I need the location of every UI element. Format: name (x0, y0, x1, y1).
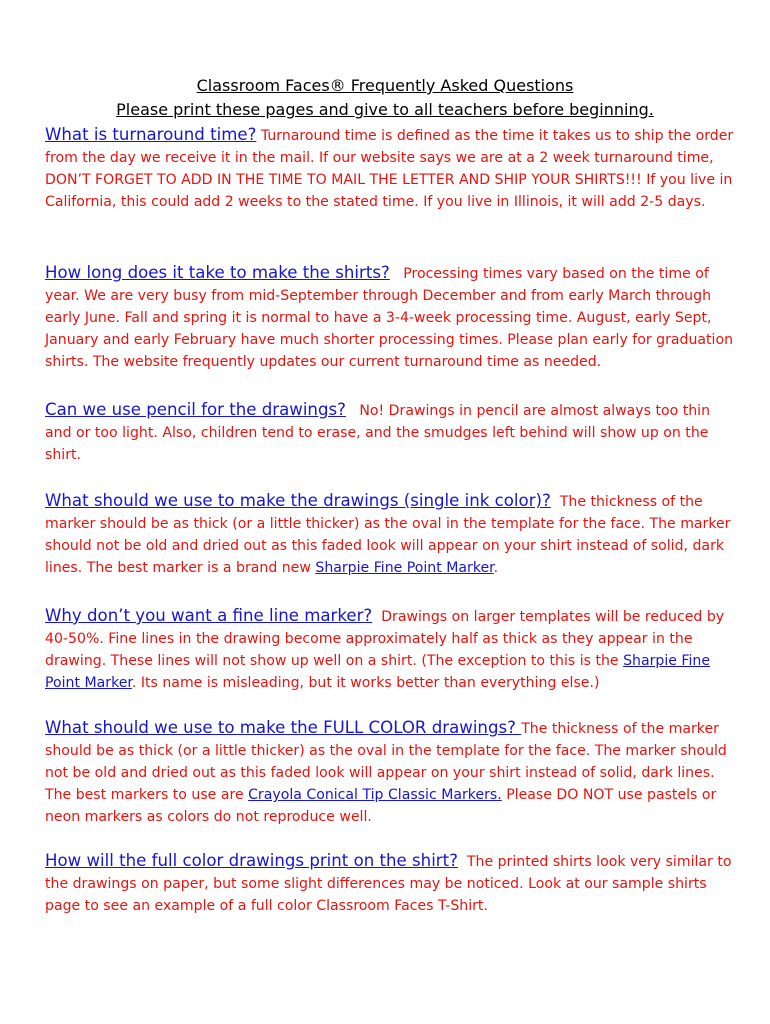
page-subtitle: Please print these pages and give to all teachers before beginning. (116, 100, 654, 119)
page-title: Classroom Faces® Frequently Asked Questions (196, 76, 574, 95)
faq-turnaround-time (45, 124, 735, 213)
faq-answer: No! Drawings in pencil are almost always too thin and or too light. Also, children tend to erase, and the smudges left behind will show up on the shirt. (45, 403, 711, 463)
faq-answer: The thickness of the marker should be as thick (or a little thicker) as the oval in the template for the face. The marker should not be old and dried out as this faded look will appear on your shirt instead of solid, dark lines. The best marker is a brand new (45, 494, 731, 576)
faq-question: Can we use pencil for the drawings? (45, 400, 346, 419)
sharpie-marker-link[interactable]: Sharpie Fine Point Marker (45, 653, 710, 691)
faq-question: What should we use to make the drawings (single ink color)? (45, 491, 551, 510)
faq-fine-line (45, 605, 735, 694)
faq-answer-end: . (493, 560, 499, 576)
faq-answer-end: Please DO NOT use pastels or neon markers as colors do not reproduce well. (45, 787, 717, 825)
faq-full-color (45, 717, 735, 828)
faq-answer: The printed shirts look very similar to the drawings on paper, but some slight differences may be noticed. Look at our sample shirts page to see an example of a full color Classroom Faces T-Shirt. (45, 854, 732, 914)
faq-question: How will the full color drawings print on the shirt? (45, 851, 458, 870)
faq-single-ink (45, 490, 735, 579)
faq-answer-end: . Its name is misleading, but it works better than everything else.) (131, 675, 600, 691)
faq-question: What should we use to make the FULL COLOR drawings? (45, 718, 522, 737)
faq-pencil (45, 399, 735, 466)
faq-question: What is turnaround time? (45, 125, 257, 144)
faq-answer: The thickness of the marker should be as thick (or a little thicker) as the oval in the template for the face. The marker should not be old and dried out as this faded look will appear on your shirt instead of solid, dark lines. The best markers to use are (45, 721, 727, 803)
sharpie-marker-link[interactable]: Sharpie Fine Point Marker (315, 560, 494, 576)
faq-question: Why don’t you want a fine line marker? (45, 606, 373, 625)
crayola-marker-link[interactable]: Crayola Conical Tip Classic Markers. (248, 787, 502, 803)
faq-answer: Drawings on larger templates will be reduced by 40-50%. Fine lines in the drawing become approximately half as thick as they appear in the drawing. These lines will not show up well on a shirt. (The exception to this is the (45, 609, 725, 669)
faq-how-long (45, 262, 735, 373)
faq-answer: Processing times vary based on the time of year. We are very busy from mid-September through December and from early March through early June. Fall and spring it is normal to have a 3-4-week processing time. August, early Sept, January and early February have much shorter processing times. Please plan early for graduation shirts. The website frequently updates our current turnaround time as needed. (45, 266, 734, 370)
faq-answer: Turnaround time is defined as the time it takes us to ship the order from the day we receive it in the mail. If our website says we are at a 2 week turnaround time, DON’T FORGET TO ADD IN THE TIME TO MAIL THE LETTER AND SHIP YOUR SHIRTS!!! If you live in California, this could add 2 weeks to the stated time. If you live in Illinois, it will add 2-5 days. (45, 128, 734, 210)
faq-question: How long does it take to make the shirts? (45, 263, 390, 282)
faq-print-color (45, 850, 735, 917)
